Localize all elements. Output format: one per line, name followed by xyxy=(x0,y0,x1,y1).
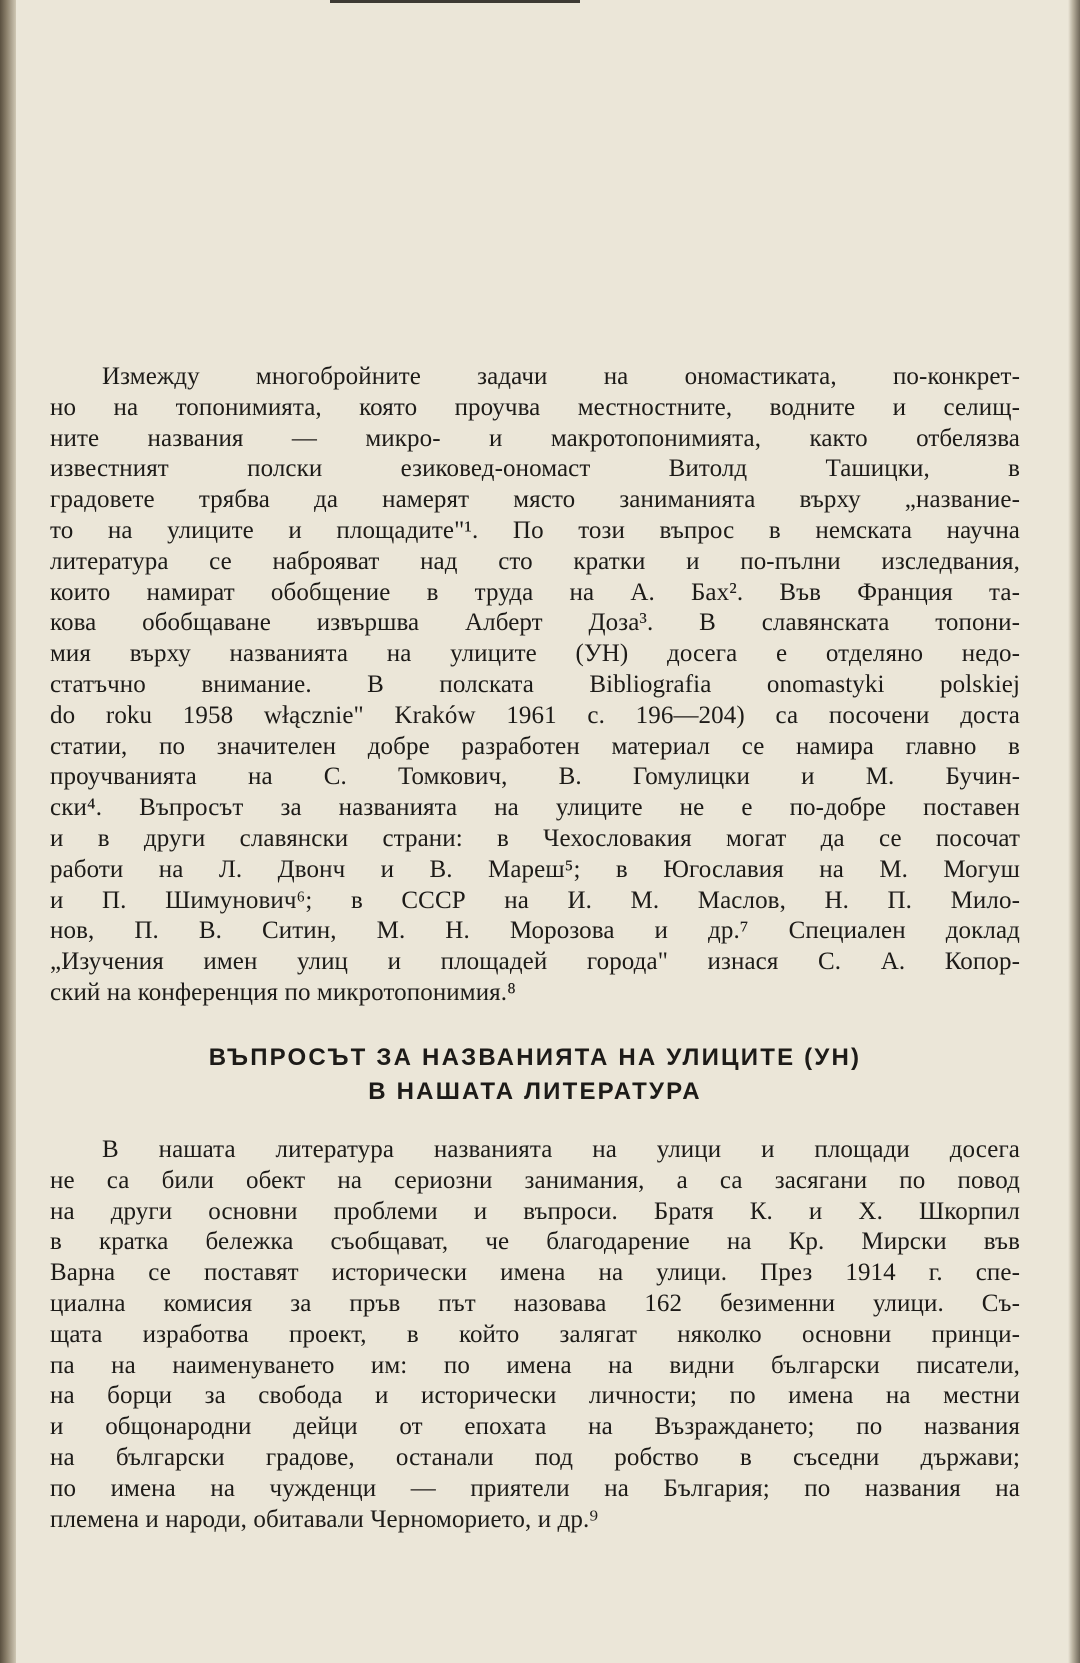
text-line: па на наименуването им: по имена на видни български писатели, xyxy=(50,1351,1020,1379)
text-line: „Изучения имен улиц и площадей города" изнася С. А. Копор- xyxy=(50,948,1020,976)
text-line: do roku 1958 włącznie" Kraków 1961 с. 196—204) са посочени доста xyxy=(50,701,1020,729)
text-line: на борци за свобода и исторически личности; по имена на местни xyxy=(50,1382,1020,1410)
section-paragraph xyxy=(50,1135,1020,1535)
text-line: на други основни проблеми и въпроси. Братя К. и Х. Шкорпил xyxy=(50,1197,1020,1225)
binding-edge xyxy=(0,0,16,1663)
text-line: ните названия — микро- и макротопонимията, както отбелязва xyxy=(50,424,1020,452)
text-line: градовете трябва да намерят място заниманията върху „название- xyxy=(50,486,1020,514)
text-line: не са били обект на сериозни занимания, а са засягани по повод xyxy=(50,1166,1020,1194)
text-line: но на топонимията, която проучва местностните, водните и селищ- xyxy=(50,393,1020,421)
section-heading-line: ВЪПРОСЪТ ЗА НАЗВАНИЯТА НА УЛИЦИТЕ (УН) xyxy=(208,1044,862,1071)
text-line: то на улиците и площадите"¹. По този въпрос в немската научна xyxy=(50,516,1020,544)
text-line: които намират обобщение в труда на А. Бах². Във Франция та- xyxy=(50,578,1020,606)
text-line: известният полски езиковед-ономаст Витолд Ташицки, в xyxy=(50,455,1020,483)
text-line: статии, по значителен добре разработен материал се намира главно в xyxy=(50,732,1020,760)
text-line: Варна се поставят исторически имена на улици. През 1914 г. спе- xyxy=(50,1259,1020,1287)
text-line: мия върху названията на улиците (УН) досега е отделяно недо- xyxy=(50,640,1020,668)
text-line: племена и народи, обитавали Черноморието, и др.⁹ xyxy=(50,1505,599,1533)
text-line: и общонародни дейци от епохата на Възраждането; по названия xyxy=(50,1413,1020,1441)
text-line: В нашата литература названията на улици и площади досега xyxy=(102,1136,1020,1163)
text-line: ски⁴. Въпросът за названията на улиците не е по-добре поставен xyxy=(50,794,1020,822)
text-line: Измежду многобройните задачи на ономастиката, по-конкрет- xyxy=(102,363,1020,390)
text-line: и в други славянски страни: в Чехословакия могат да се посочат xyxy=(50,824,1020,852)
section-heading-line: В НАШАТА ЛИТЕРАТУРА xyxy=(368,1078,702,1105)
text-line: нов, П. В. Ситин, М. Н. Морозова и др.⁷ Специален доклад xyxy=(50,917,1020,945)
top-rule xyxy=(330,0,580,3)
text-line: статъчно внимание. В полската Bibliografia onomastyki polskiej xyxy=(50,670,1020,698)
text-line: щата изработва проект, в който залягат няколко основни принци- xyxy=(50,1320,1020,1348)
intro-paragraph xyxy=(50,362,1020,1009)
text-line: по имена на чужденци — приятели на България; по названия на xyxy=(50,1474,1020,1502)
text-line: литература се наброяват над сто кратки и по-пълни изследвания, xyxy=(50,547,1020,575)
text-line: в кратка бележка съобщават, че благодарение на Кр. Мирски във xyxy=(50,1228,1020,1256)
text-line: и П. Шимунович⁶; в СССР на И. М. Маслов, Н. П. Мило- xyxy=(50,886,1020,914)
text-line: циална комисия за пръв път назовава 162 безименни улици. Съ- xyxy=(50,1289,1020,1317)
page-edge xyxy=(1068,0,1080,1663)
section-heading xyxy=(50,1041,1020,1109)
text-line: ский на конференция по микротопонимия.⁸ xyxy=(50,978,516,1006)
text-line: проучванията на С. Томкович, В. Гомулицки и М. Бучин- xyxy=(50,763,1020,791)
text-line: кова обобщаване извършва Алберт Доза³. В славянската топони- xyxy=(50,609,1020,637)
text-line: на български градове, останали под робство в съседни държави; xyxy=(50,1443,1020,1471)
text-line: работи на Л. Двонч и В. Мареш⁵; в Югославия на М. Могуш xyxy=(50,855,1020,883)
